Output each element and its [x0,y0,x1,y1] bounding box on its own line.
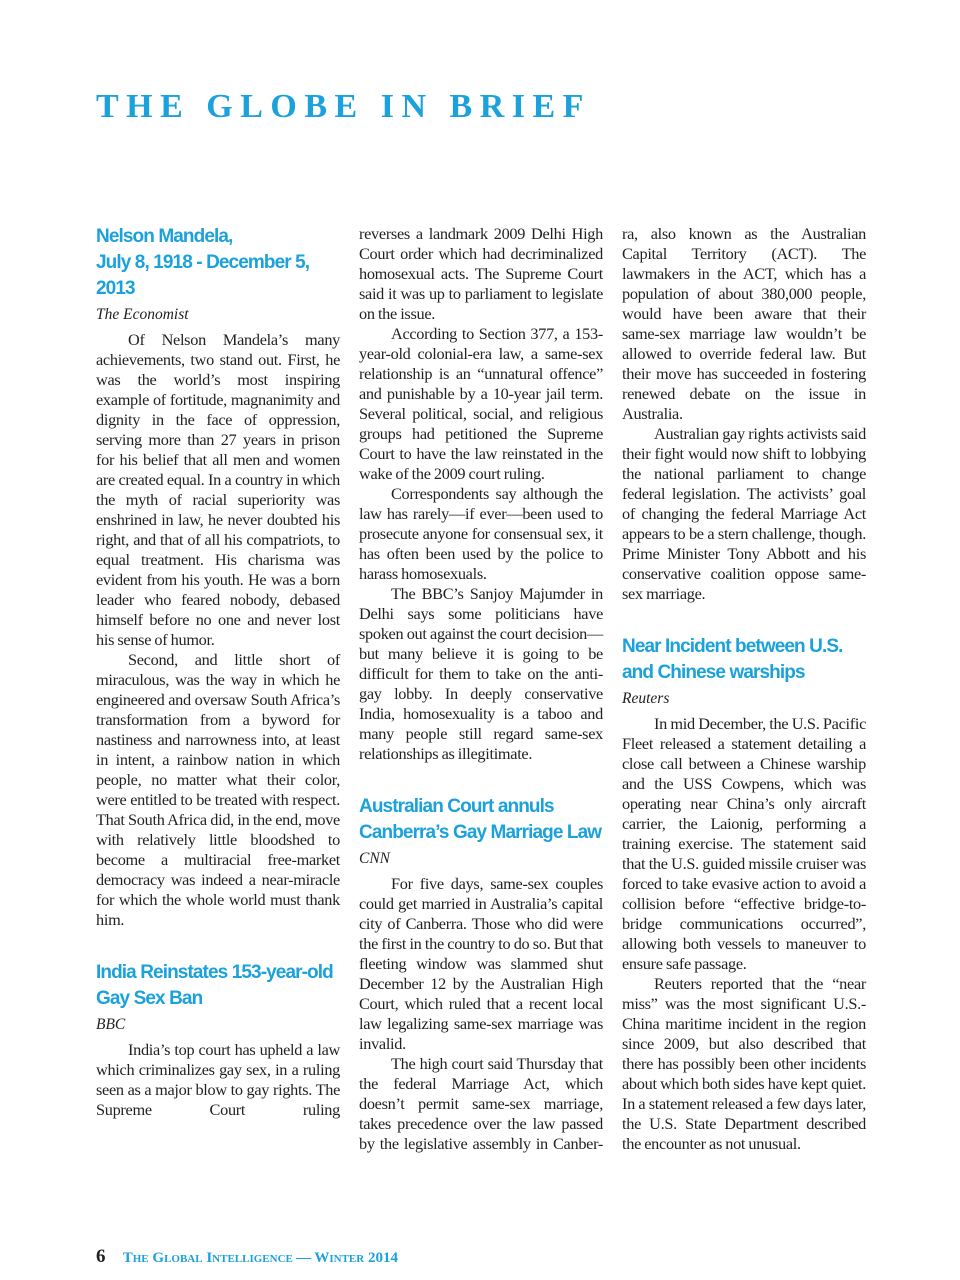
headline-line: India Reinstates 153-year-old [96,962,333,983]
headline-line: Near Incident between U.S. [622,636,843,657]
footer-separator: — [296,1250,312,1266]
headline-line: and Chinese warships [622,662,805,683]
article-headline [96,960,340,1012]
section-title: THE GLOBE IN BRIEF [96,88,591,125]
article-headline [96,224,340,302]
paragraph: reverses a landmark 2009 Delhi High Court order which had decriminalized homosexual acts. The Supreme Court said it was up to parliament to legislate on the issue. [359,224,603,323]
article-mandela [96,224,340,930]
headline-line: Gay Sex Ban [96,988,203,1009]
article-source: Reuters [622,690,670,707]
column-3 [622,224,866,1154]
paragraph: India’s top court has upheld a law which criminalizes gay sex, in a ruling seen as a major blow to gay rights. The Supreme Court ruling [96,1040,340,1119]
paragraph: Australian gay rights activists said their fight would now shift to lobbying the national parliament to change federal legislation. The activists’ goal of changing the federal Marriage Act appears to be a stern challenge, though. Prime Minister Tony Abbott and his conservative coalition oppose same-sex marriage. [622,424,866,603]
paragraph: Correspondents say although the law has rarely—if ever—been used to prosecute anyone for consensual sex, it has often been used by the police to harass homosexuals. [359,484,603,583]
article-warships [622,634,866,1154]
paragraph: The BBC’s Sanjoy Majumder in Delhi says some politicians have spoken out against the court decision—but many believe it is going to be difficult for them to take on the anti-gay lobby. In deeply conservative India, homosexuality is a taboo and many people still regard same-sex relationships as illegitimate. [359,584,603,763]
paragraph: Reuters reported that the “near miss” was the most significant U.S.-China maritime incident in the region since 2009, but also described that there has possibly been other incidents about which both sides have kept quiet. In a statement released a few days later, the U.S. State Department described the encounter as not unusual. [622,974,866,1153]
column-2 [359,224,603,1154]
issue-label: Winter 2014 [314,1250,398,1266]
publication-name: The Global Intelligence [122,1250,293,1266]
article-source: CNN [359,850,391,867]
paragraph: For five days, same-sex couples could get married in Australia’s capital city of Canberra. Those who did were the first in the country to do so. But that fleeting window was slammed shut December 12 by the Australian High Court, which ruled that a recent local law legalizing same-sex marriage was invalid. [359,874,603,1053]
page-number: 6 [96,1246,106,1267]
paragraph: Second, and little short of miraculous, was the way in which he engineered and oversaw South Africa’s transformation from a byword for nastiness and narrowness into, at least in intent, a rainbow nation in which people, no matter what their color, were entitled to be treated with respect. That South Africa did, in the end, move with relatively little bloodshed to become a multiracial free-market democracy was indeed a near-miracle for which the whole world must thank him. [96,650,340,929]
article-source: BBC [96,1016,126,1033]
article-source: The Economist [96,306,189,323]
paragraph: According to Section 377, a 153-year-old colonial-era law, a same-sex relationship is an “unnatural offence” and punishable by a 10-year jail term. Several political, social, and religious groups had petitioned the Supreme Court to have the law reinstated in the wake of the 2009 court ruling. [359,324,603,483]
headline-line: Nelson Mandela, [96,226,233,247]
column-1 [96,224,340,1120]
paragraph: ra, also known as the Australian Capital Territory (ACT). The lawmakers in the ACT, which has a population of about 380,000 people, would have been aware that their same-sex marriage law wouldn’t be allowed to override federal law. But their move has succeeded in fostering renewed debate on the issue in Australia. [622,224,866,423]
paragraph: The high court said Thursday that the federal Marriage Act, which doesn’t permit same-sex marriage, takes precedence over the law passed by the legislative assembly in Canber- [359,1054,603,1153]
paragraph: Of Nelson Mandela’s many achievements, two stand out. First, he was the world’s most inspiring example of fortitude, magnanimity and dignity in the face of oppression, serving more than 27 years in prison for his belief that all men and women are created equal. In a country in which the myth of racial superiority was enshrined in law, he never doubted his right, and that of all his compatriots, to equal treatment. His charisma was evident from his youth. He was a born leader who feared nobody, debased himself before no one and never lost his sense of humor. [96,330,340,649]
page-footer [96,1246,398,1268]
headline-line: Canberra’s Gay Marriage Law [359,822,602,843]
paragraph: In mid December, the U.S. Pacific Fleet released a statement detailing a close call between a Chinese warship and the USS Cowpens, which was operating near China’s only aircraft carrier, the Laionig, performing a training exercise. The statement said that the U.S. guided missile cruiser was forced to take evasive action to avoid a collision before “effective bridge-to-bridge communications occurred”, allowing both vessels to maneuver to ensure safe passage. [622,714,866,973]
article-india [96,960,340,1120]
article-australia [359,794,603,1154]
article-headline [622,634,866,686]
headline-line: July 8, 1918 - December 5, 2013 [96,252,310,299]
headline-line: Australian Court annuls [359,796,554,817]
article-headline [359,794,603,846]
